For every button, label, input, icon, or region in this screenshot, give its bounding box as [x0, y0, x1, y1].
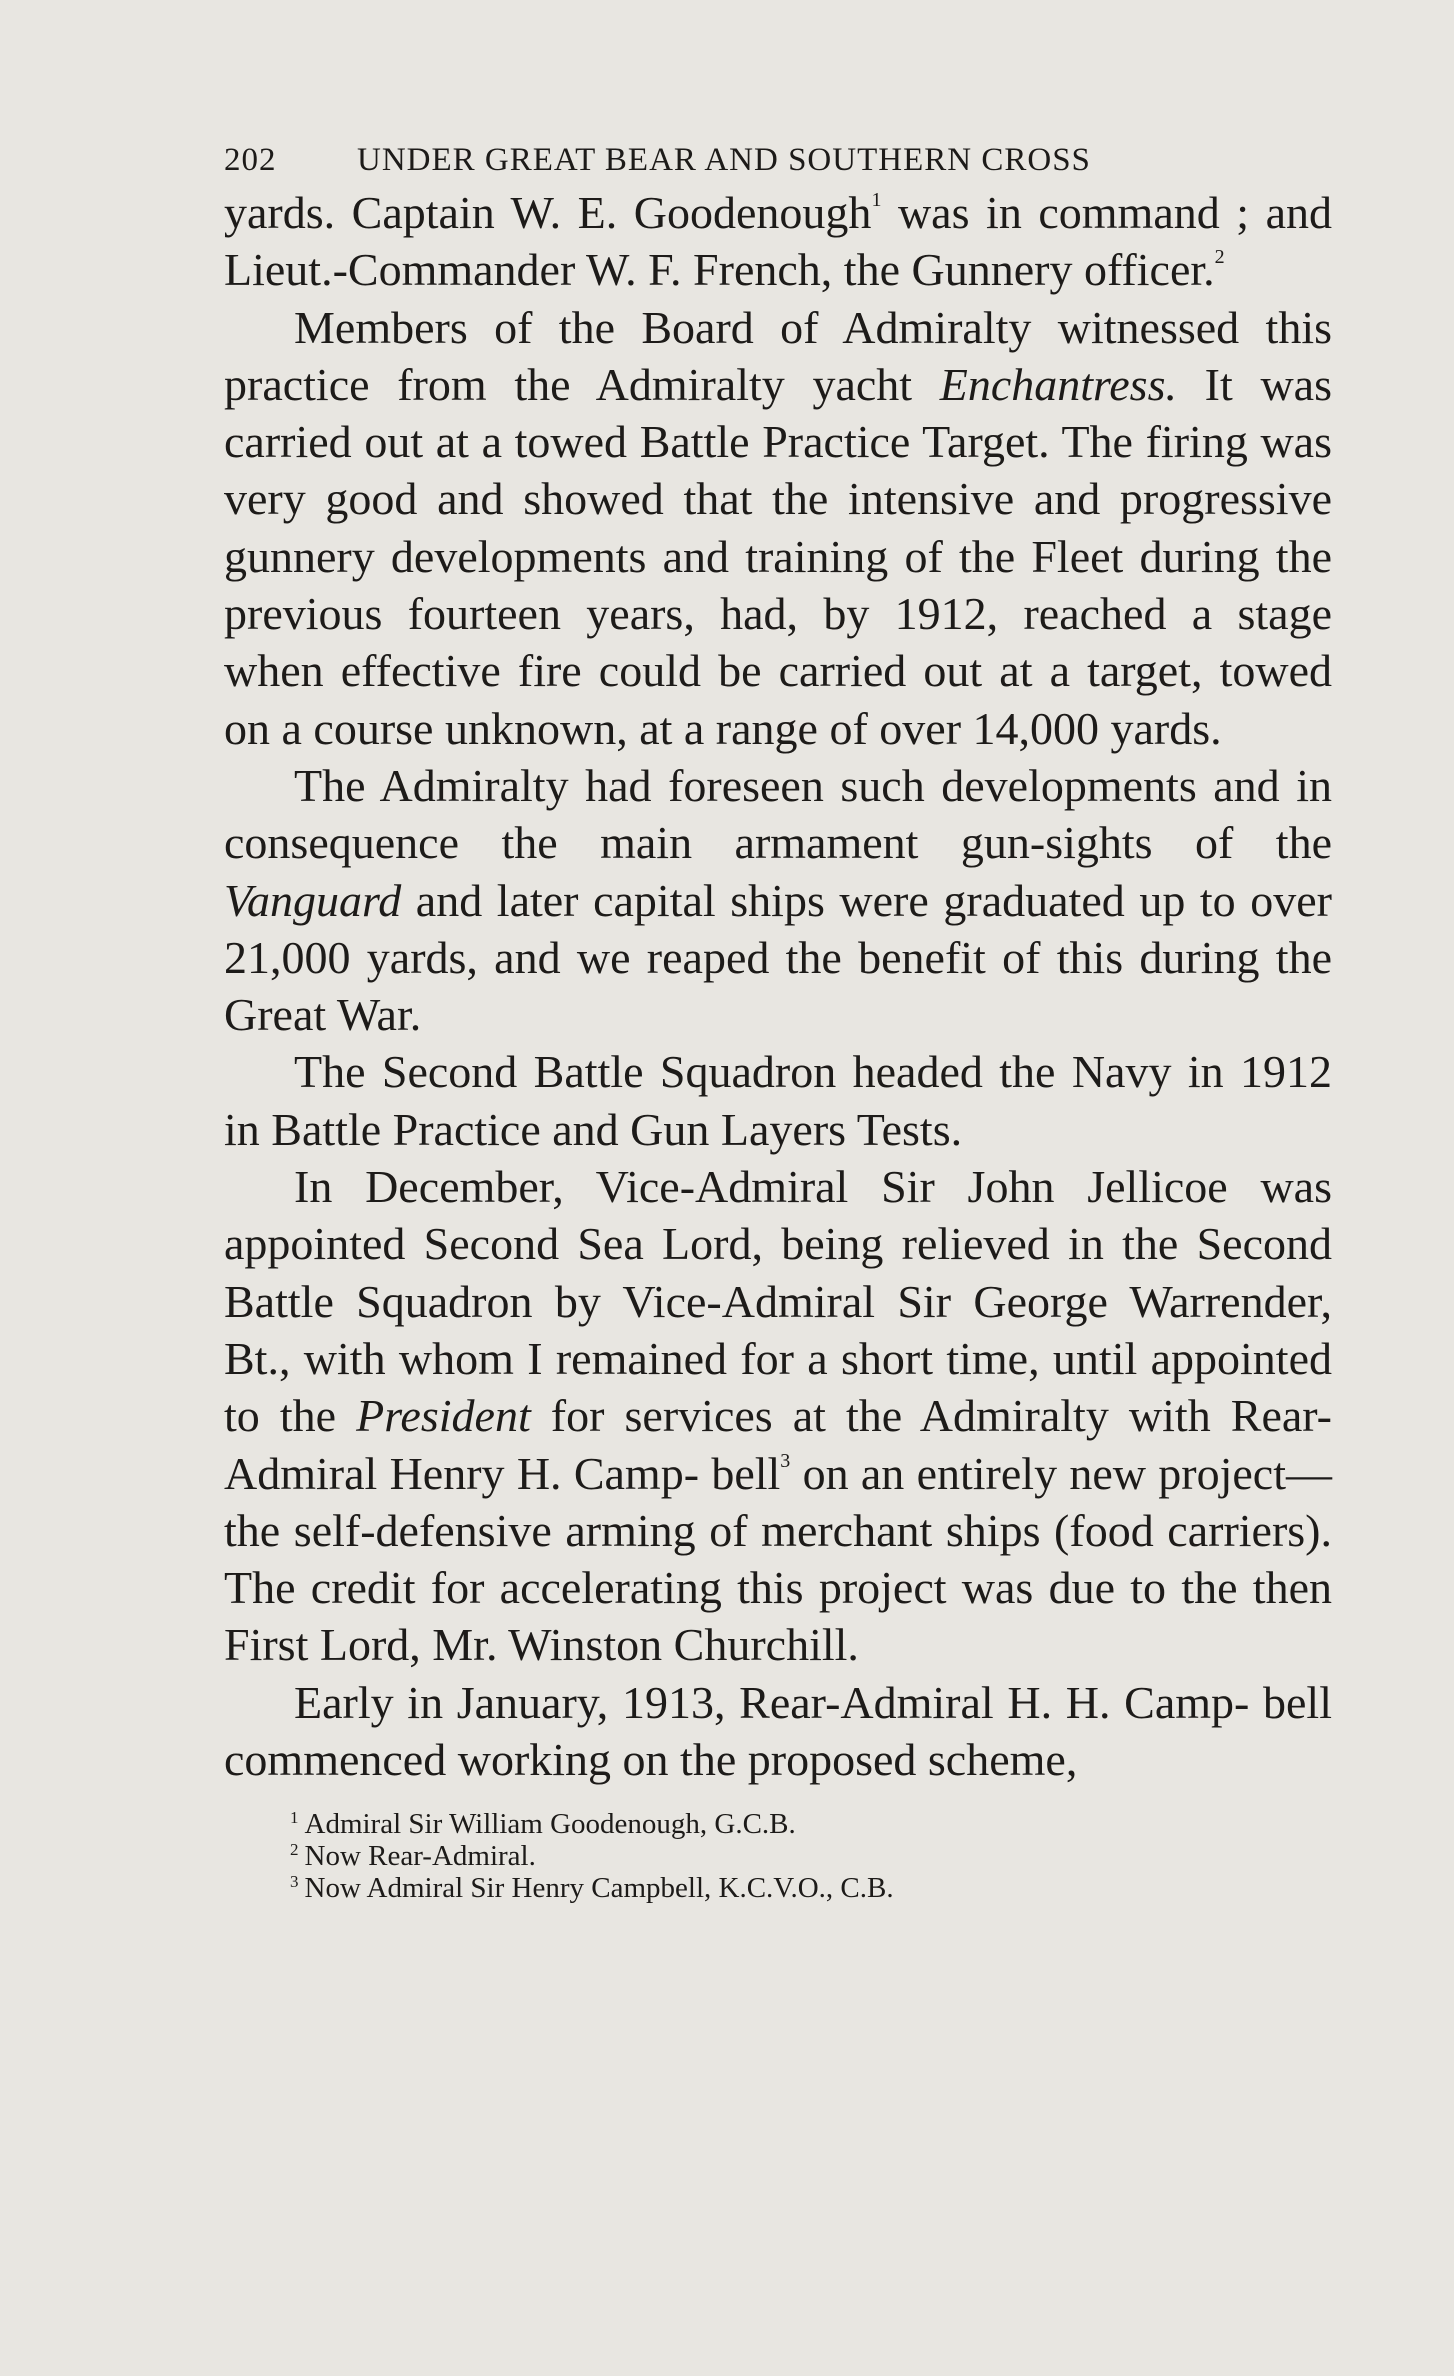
ship-name: President: [356, 1390, 531, 1442]
paragraph: [224, 757, 1332, 1043]
footnote: [290, 1808, 1332, 1840]
paragraph: [224, 1158, 1332, 1674]
ship-name: Enchantress.: [939, 358, 1177, 410]
text-run: and later capital ships were graduated up to over 21,000 yards, and we reaped the benefit of this during the Great War.: [224, 874, 1332, 1041]
paragraph: [224, 184, 1332, 299]
footnote-ref: 1: [871, 189, 882, 211]
footnote: [290, 1840, 1332, 1872]
footnote-ref: 3: [780, 1449, 791, 1472]
text-run: Members of the Board of Admiralty witnessed this practice from the Admiralty yacht: [224, 301, 1332, 410]
text-run: Early in January, 1913, Rear-Admiral H. H. Camp- bell commenced working on the proposed scheme,: [224, 1676, 1332, 1786]
footnote-mark: 2: [290, 1840, 299, 1860]
text-run: In December, Vice-Admiral Sir John Jellicoe was appointed Second Sea Lord, being relieved in the Second Battle Squadron by Vice-Admiral Sir George Warrender, Bt., with whom I remained for a short time, until appointed to the: [224, 1161, 1332, 1442]
footnote-text: Now Rear-Admiral.: [304, 1840, 536, 1873]
text-run: on an entirely new project—the self-defensive arming of merchant ships (food carriers). The credit for accelerating this project was due to the then First Lord, Mr. Winston Churchill.: [224, 1447, 1332, 1671]
text-run: yards. Captain W. E. Goodenough: [224, 187, 872, 238]
footnote-ref: 2: [1214, 246, 1225, 269]
running-header: [224, 136, 1332, 184]
text-run: The Second Battle Squadron headed the Navy in 1912 in Battle Practice and Gun Layers Tests.: [224, 1046, 1332, 1155]
running-title: UNDER GREAT BEAR AND SOUTHERN CROSS: [357, 142, 1091, 178]
text-run: for services at the Admiralty with Rear-Admiral Henry H. Camp- bell: [224, 1390, 1333, 1499]
footnotes: [224, 1808, 1332, 1904]
ship-name: Vanguard: [224, 874, 402, 926]
footnote-text: Admiral Sir William Goodenough, G.C.B.: [304, 1808, 796, 1841]
text-run: was in command ; and Lieut.-Commander W. F. French, the Gunnery officer.: [224, 187, 1332, 296]
page-number: 202: [224, 142, 277, 178]
text-run: The Admiralty had foreseen such developments and in consequence the main armament gun-sights of the: [224, 759, 1332, 869]
footnote-text: Now Admiral Sir Henry Campbell, K.C.V.O., C.B.: [304, 1872, 894, 1905]
text-run: It was carried out at a towed Battle Practice Target. The firing was very good and showed that the intensive and progressive gunnery developments and training of the Fleet during the previous fourteen years, had, by 1912, reached a stage when effective fire could be carried out at a target, towed on a course unknown, at a range of over 14,000 yards.: [224, 358, 1332, 754]
footnote-mark: 3: [290, 1872, 299, 1892]
paragraph: [224, 299, 1332, 757]
paragraph: [224, 1043, 1332, 1158]
footnote: [290, 1872, 1332, 1904]
paragraph: [224, 1674, 1332, 1789]
book-page: [224, 136, 1332, 1904]
body-text: [224, 184, 1332, 1788]
footnote-mark: 1: [290, 1808, 299, 1828]
